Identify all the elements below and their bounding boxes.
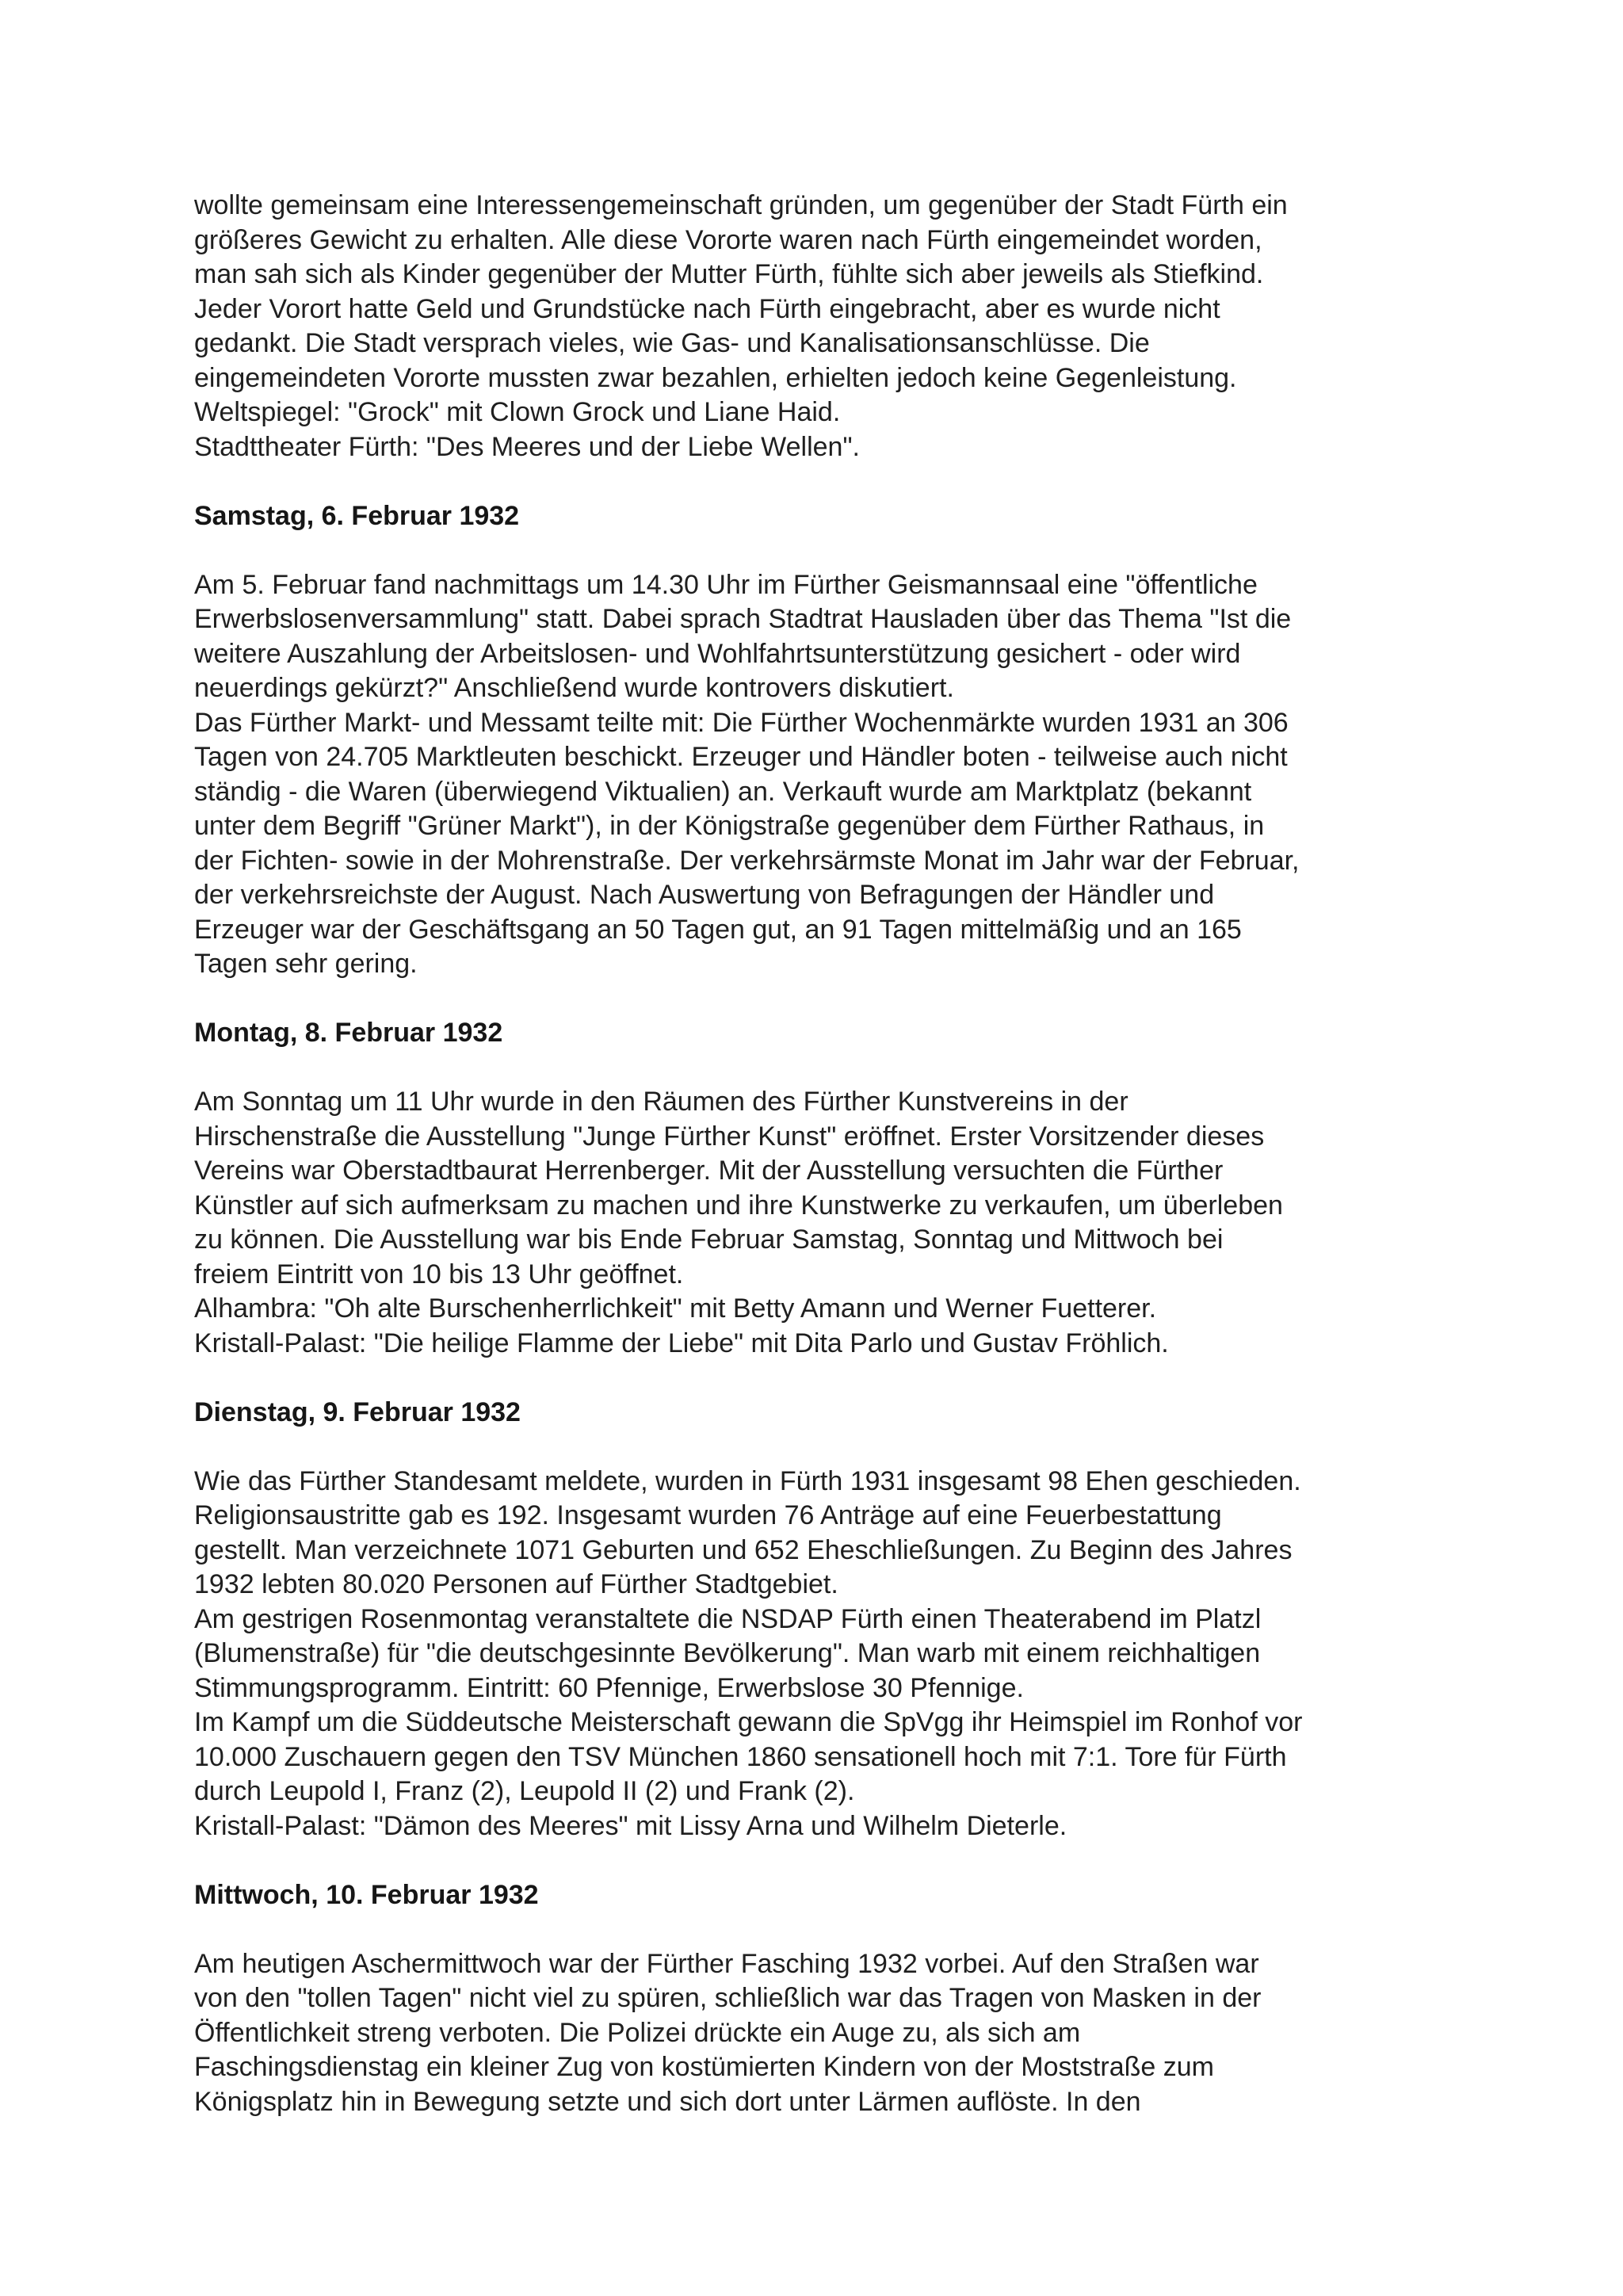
paragraph-spacer [194,533,1446,568]
section-dienstag-9-februar [194,1396,1446,1844]
text-line: größeres Gewicht zu erhalten. Alle diese Vororte waren nach Fürth eingemeindet worden, [194,224,1262,255]
section-montag-8-februar [194,1016,1446,1361]
text-line: Königsplatz hin in Bewegung setzte und sich dort unter Lärmen auflöste. In den [194,2086,1141,2117]
text-line: zu können. Die Ausstellung war bis Ende Februar Samstag, Sonntag und Mittwoch bei [194,1224,1224,1255]
text-line: Jeder Vorort hatte Geld und Grundstücke nach Fürth eingebracht, aber es wurde nicht [194,293,1220,324]
text-line: 10.000 Zuschauern gegen den TSV München 1860 sensationell hoch mit 7:1. Tore für Fürth [194,1741,1287,1772]
text-line: eingemeindeten Vororte mussten zwar bezahlen, erhielten jedoch keine Gegenleistung. [194,362,1237,393]
text-line: Religionsaustritte gab es 192. Insgesamt wurden 76 Anträge auf eine Feuerbestattung [194,1500,1222,1530]
text-line: Hirschenstraße die Ausstellung "Junge Fürther Kunst" eröffnet. Erster Vorsitzender dieses [194,1121,1265,1152]
text-line: Das Fürther Markt- und Messamt teilte mit: Die Fürther Wochenmärkte wurden 1931 an 306 [194,707,1289,738]
text-line: Im Kampf um die Süddeutsche Meisterschaft gewann die SpVgg ihr Heimspiel im Ronhof vor [194,1707,1303,1737]
paragraph-spacer [194,1843,1446,1878]
document-page [194,189,1446,2119]
text-line: Öffentlichkeit streng verboten. Die Polizei drückte ein Auge zu, als sich am [194,2017,1081,2048]
text-line: Am gestrigen Rosenmontag veranstaltete die NSDAP Fürth einen Theaterabend im Platzl [194,1603,1262,1634]
text-line: freiem Eintritt von 10 bis 13 Uhr geöffnet. [194,1259,684,1289]
text-line: neuerdings gekürzt?" Anschließend wurde kontrovers diskutiert. [194,673,954,703]
text-line: Weltspiegel: "Grock" mit Clown Grock und Liane Haid. [194,397,841,427]
section-mittwoch-10-februar [194,1878,1446,2120]
intro-paragraph [194,189,1446,464]
text-line: Am Sonntag um 11 Uhr wurde in den Räumen des Fürther Kunstvereins in der [194,1087,1128,1117]
text-line: 1932 lebten 80.020 Personen auf Fürther Stadtgebiet. [194,1569,838,1599]
text-line: Künstler auf sich aufmerksam zu machen und ihre Kunstwerke zu verkaufen, um überleben [194,1190,1283,1221]
text-line: weitere Auszahlung der Arbeitslosen- und Wohlfahrtsunterstützung gesichert - oder wird [194,638,1241,669]
text-line: wollte gemeinsam eine Interessengemeinschaft gründen, um gegenüber der Stadt Fürth ein [194,190,1288,220]
text-line: Faschingsdienstag ein kleiner Zug von kostümierten Kindern von der Moststraße zum [194,2052,1214,2082]
text-line: Kristall-Palast: "Dämon des Meeres" mit Lissy Arna und Wilhelm Dieterle. [194,1810,1067,1841]
section-heading: Montag, 8. Februar 1932 [194,1018,503,1048]
text-line: unter dem Begriff "Grüner Markt"), in der Königstraße gegenüber dem Fürther Rathaus, in [194,811,1265,841]
text-line: Tagen sehr gering. [194,949,418,979]
section-heading: Samstag, 6. Februar 1932 [194,500,520,531]
text-line: man sah sich als Kinder gegenüber der Mutter Fürth, fühlte sich aber jeweils als Stiefkind. [194,259,1264,289]
section-heading: Mittwoch, 10. Februar 1932 [194,1879,539,1910]
paragraph-spacer [194,1051,1446,1086]
section-heading: Dienstag, 9. Februar 1932 [194,1396,521,1427]
text-line: Kristall-Palast: "Die heilige Flamme der Liebe" mit Dita Parlo und Gustav Fröhlich. [194,1328,1169,1358]
text-line: Alhambra: "Oh alte Burschenherrlichkeit" mit Betty Amann und Werner Fuetterer. [194,1293,1157,1324]
text-line: (Blumenstraße) für "die deutschgesinnte Bevölkerung". Man warb mit einem reichhaltigen [194,1638,1261,1668]
text-line: gestellt. Man verzeichnete 1071 Geburten und 652 Eheschließungen. Zu Beginn des Jahres [194,1534,1293,1565]
paragraph-spacer [194,1361,1446,1396]
text-line: der verkehrsreichste der August. Nach Auswertung von Befragungen der Händler und [194,880,1215,910]
paragraph-spacer [194,982,1446,1017]
text-line: gedankt. Die Stadt versprach vieles, wie Gas- und Kanalisationsanschlüsse. Die [194,328,1150,358]
paragraph-spacer [194,464,1446,499]
paragraph-spacer [194,1912,1446,1947]
text-line: Erzeuger war der Geschäftsgang an 50 Tagen gut, an 91 Tagen mittelmäßig und an 165 [194,914,1242,945]
text-line: Stimmungsprogramm. Eintritt: 60 Pfennige, Erwerbslose 30 Pfennige. [194,1672,1024,1703]
text-line: Wie das Fürther Standesamt meldete, wurden in Fürth 1931 insgesamt 98 Ehen geschieden. [194,1465,1301,1496]
text-line: Am heutigen Aschermittwoch war der Fürther Fasching 1932 vorbei. Auf den Straßen war [194,1948,1259,1979]
paragraph-spacer [194,1430,1446,1465]
text-line: von den "tollen Tagen" nicht viel zu spüren, schließlich war das Tragen von Masken in der [194,1983,1262,2013]
text-line: Erwerbslosenversammlung" statt. Dabei sprach Stadtrat Hausladen über das Thema "Ist die [194,604,1292,634]
text-line: Stadttheater Fürth: "Des Meeres und der Liebe Wellen". [194,431,860,462]
text-line: der Fichten- sowie in der Mohrenstraße. Der verkehrsärmste Monat im Jahr war der Februar, [194,845,1300,876]
text-line: Am 5. Februar fand nachmittags um 14.30 Uhr im Fürther Geismannsaal eine "öffentliche [194,569,1258,600]
text-line: ständig - die Waren (überwiegend Viktualien) an. Verkauft wurde am Marktplatz (bekannt [194,776,1252,807]
text-line: Vereins war Oberstadtbaurat Herrenberger. Mit der Ausstellung versuchten die Fürther [194,1156,1224,1186]
section-samstag-6-februar [194,499,1446,982]
text-line: Tagen von 24.705 Marktleuten beschickt. Erzeuger und Händler boten - teilweise auch nicht [194,742,1288,772]
text-line: durch Leupold I, Franz (2), Leupold II (2) und Frank (2). [194,1776,855,1806]
